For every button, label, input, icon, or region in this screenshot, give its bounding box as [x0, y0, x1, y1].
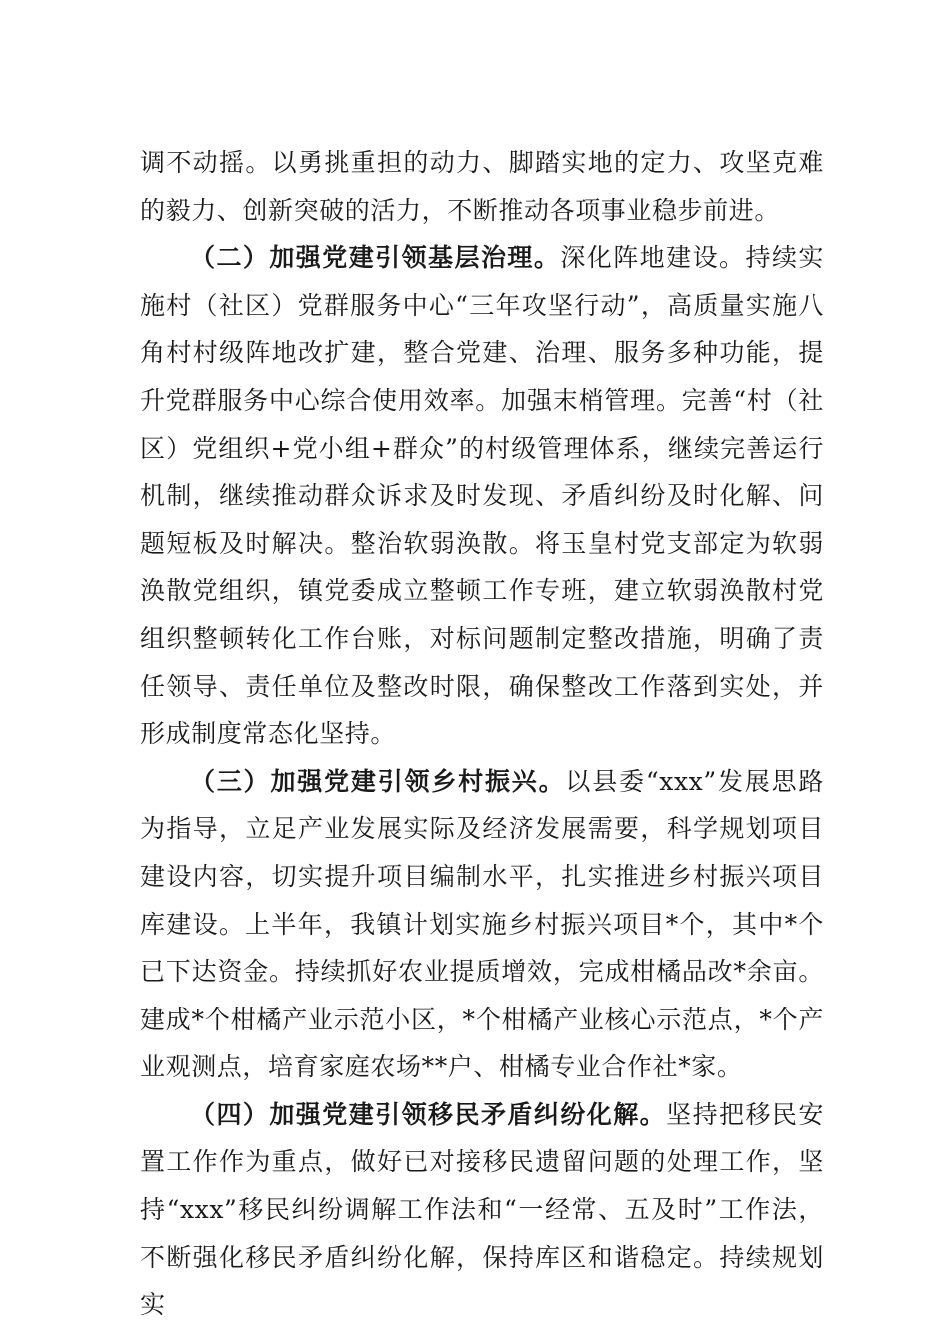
paragraph-rural-revitalization: [140, 758, 824, 1091]
paragraph-grassroots-governance: [140, 234, 824, 758]
paragraph-text: 深化阵地建设。持续实施村（社区）党群服务中心“三年攻坚行动”，高质量实施八角村村级阵地改扩建，整合党建、治理、服务多种功能，提升党群服务中心综合使用效率。加强末梢管理。完善“村（社区）党组织+党小组+群众”的村级管理体系，继续完善运行机制，继续推动群众诉求及时发现、矛盾纠纷及时化解、问题短板及时解决。整治软弱涣散。将玉皇村党支部定为软弱涣散党组织，镇党委成立整顿工作专班，建立软弱涣散村党组织整顿转化工作台账，对标问题制定整改措施，明确了责任领导、责任单位及整改时限，确保整改工作落到实处，并形成制度常态化坚持。: [140, 243, 824, 749]
document-body: [140, 139, 824, 1329]
paragraph-text: 调不动摇。以勇挑重担的动力、脚踏实地的定力、攻坚克难的毅力、创新突破的活力，不断推动各项事业稳步前进。: [140, 148, 824, 225]
section-heading-2: （二）加强党建引领基层治理。: [190, 243, 561, 273]
paragraph-text: 以县委“xxx”发展思路为指导，立足产业发展实际及经济发展需要，科学规划项目建设内容，切实提升项目编制水平，扎实推进乡村振兴项目库建设。上半年，我镇计划实施乡村振兴项目*个，其中*个已下达资金。持续抓好农业提质增效，完成柑橘品改*余亩。建成*个柑橘产业示范小区，*个柑橘产业核心示范点，*个产业观测点，培育家庭农场**户、柑橘专业合作社*家。: [140, 766, 824, 1082]
paragraph-text: 坚持把移民安置工作作为重点，做好已对接移民遗留问题的处理工作，坚持“xxx”移民纠纷调解工作法和“一经常、五及时”工作法，不断强化移民矛盾纠纷化解，保持库区和谐稳定。持续规划实: [140, 1099, 824, 1320]
paragraph-migrant-disputes: [140, 1091, 824, 1329]
section-heading-4: （四）加强党建引领移民矛盾纠纷化解。: [190, 1099, 667, 1129]
paragraph-continuation: [140, 139, 824, 234]
section-heading-3: （三）加强党建引领乡村振兴。: [190, 766, 566, 796]
